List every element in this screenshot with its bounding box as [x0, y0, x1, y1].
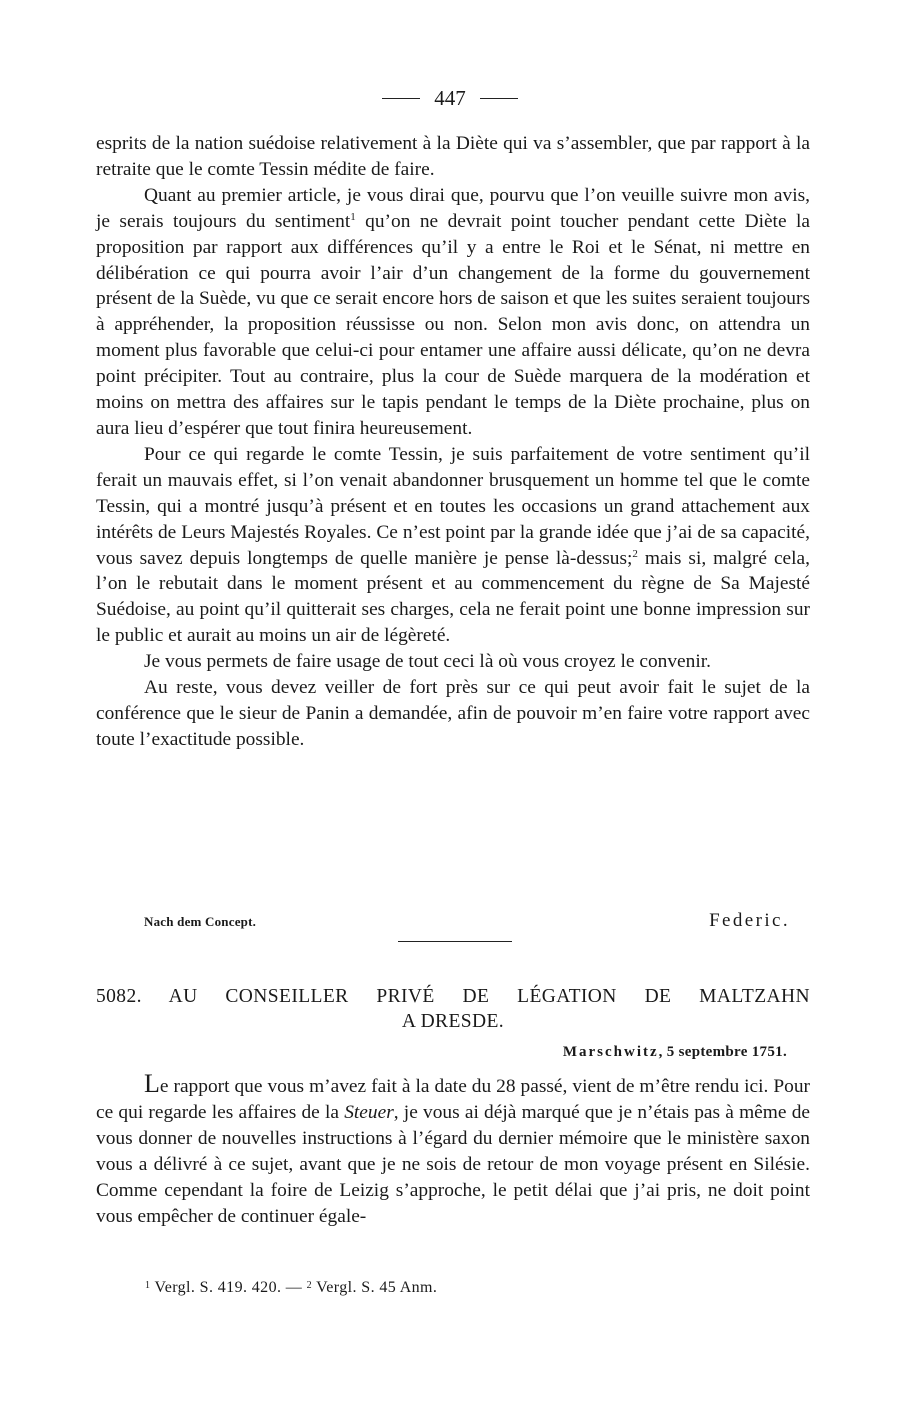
dateline-place: Marschwitz: [562, 1044, 659, 1060]
footnote-1-number: 1: [145, 1280, 151, 1291]
paragraph-panin: Au reste, vous devez veiller de fort près sur ce qui peut avoir fait le sujet de la conférence que le sieur de Panin a demandée, afin de pouvoir m’en faire votre rapport avec toute l’exactitude possible.: [96, 677, 810, 750]
letter-continuation: [96, 131, 810, 753]
footnotes: [145, 1279, 437, 1297]
continuation-text: esprits de la nation suédoise relativement à la Diète qui va s’assembler, que par rapport à la retraite que le comte Tessin médite de faire.: [96, 133, 810, 180]
footnote-2-number: 2: [306, 1280, 312, 1291]
footnote-2-text: Vergl. S. 45 Anm.: [312, 1279, 438, 1296]
page-number: 447: [434, 86, 466, 110]
paragraph-tessin: [96, 442, 810, 649]
drop-cap: L: [144, 1069, 160, 1098]
dateline: [563, 1044, 787, 1061]
letter-body-italic: Steuer: [344, 1101, 394, 1123]
header-rule-left: [382, 98, 420, 99]
paragraph-diet: [96, 183, 810, 442]
paragraph-diet-text-a: Quant au premier article, je vous dirai que, pourvu que l’on veuille suivre mon avis, je serais toujours du sentiment: [96, 184, 810, 232]
footnote-ref-2: 2: [632, 547, 638, 560]
paragraph-tessin-text-b: mais si, malgré cela, l’on le rebutait dans le moment présent et au commencement du règne de Sa Majesté Suédoise, au point qu’il quitterait ses charges, cela ne ferait point une bonne impression sur le public et aurait au moins un air de légèreté.: [96, 547, 810, 647]
paragraph-diet-text-b: qu’on ne devrait point toucher pendant cette Diète la proposition par rapport aux différences qu’il y a entre le Roi et le Sénat, ni mettre en délibération ce qui pourra avoir l’air d’un changement de la forme du gouvernement présent de la Suède, vu que ce serait encore hors de saison et que les suites seraient toujours à appréhender, la proposition réussisse ou non. Selon mon avis donc, on attendra un moment plus favorable que celui-ci pour entamer une affaire aussi délicate, qu’on ne devra point précipiter. Tout au contraire, plus la cour de Suède marquera de la modération et moins on mettra des affaires sur le tapis pendant le temps de la Diète prochaine, plus on aura lieu d’espérer que tout finira heureusement.: [96, 210, 810, 439]
letter-heading-line2: A DRESDE.: [401, 1011, 505, 1032]
source-note: Nach dem Concept.: [144, 914, 257, 929]
page-header: [0, 86, 900, 111]
source-signature-line: [144, 910, 790, 932]
letter-body-text-a: e rapport que vous m’avez fait à la date du 28 passé, vient de m’être rendu ici. Pour ce qui regarde les affaires de la: [96, 1076, 810, 1123]
letter-body: [96, 1069, 810, 1229]
letter-paragraph: [96, 1069, 810, 1229]
paragraph-tessin-text-a: Pour ce qui regarde le comte Tessin, je suis parfaitement de votre sentiment qu’il ferait un mauvais effet, si l’on venait abandonner brusquement un homme tel que le comte Tessin, qui a montré jusqu’à présent et en toutes les occasions un grand attachement aux intérêts de Leurs Majestés Royales. Ce n’est point par la grande idée que j’ai de sa capacité, vous savez depuis longtemps de quelle manière je pense là-dessus;: [96, 443, 810, 569]
paragraph-permission: Je vous permets de faire usage de tout ceci là où vous croyez le convenir.: [144, 651, 711, 673]
header-rule-right: [480, 98, 518, 99]
section-divider: [398, 941, 512, 942]
letter-heading-line1: 5082. AU CONSEILLER PRIVÉ DE LÉGATION DE MALTZAHN: [96, 986, 810, 1007]
signature: Federic.: [709, 910, 790, 931]
footnote-ref-1: 1: [350, 210, 356, 223]
footnote-1-text: Vergl. S. 419. 420. —: [150, 1279, 307, 1296]
letter-body-text-b: , je vous ai déjà marqué que je n’étais pas à même de vous donner de nouvelles instructions à l’égard du dernier mémoire que le ministère saxon vous a délivré à ce sujet, avant que je ne sois de retour de mon voyage présent en Silésie. Comme cependant la foire de Leizig s’approche, le petit délai que j’ai pris, ne doit point vous empêcher de continuer égale-: [96, 1101, 810, 1227]
letter-heading: [96, 984, 810, 1034]
dateline-date: , 5 septembre 1751.: [658, 1044, 787, 1060]
